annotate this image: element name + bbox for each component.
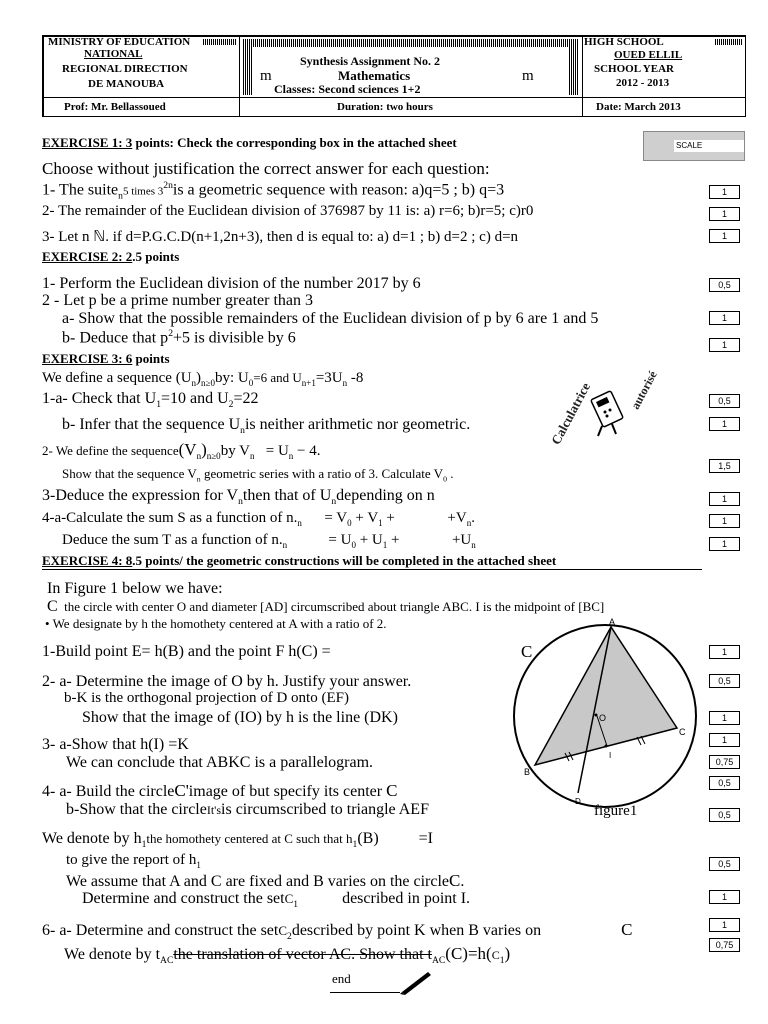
duration: Duration: two hours xyxy=(337,101,433,113)
points-box-e4q1: 1 xyxy=(709,645,740,659)
ex4-q3b: We can conclude that ABKC is a parallelogram. xyxy=(66,754,374,771)
ex4-q6b: We denote by $t_{AC}the$ translation of vector AC. Show that $t_{AC}(C)=h(C_1)$ xyxy=(64,944,511,967)
ex4-q4b: b-Show that the circleIt'sis circumscribed to triangle AEF xyxy=(66,801,429,818)
ex4-title: EXERCISE 4: 8.5 points/ the geometric constructions will be completed in the attached sheet xyxy=(42,553,702,570)
manouba-line: DE MANOUBA xyxy=(88,78,165,90)
classes-title: Classes: Second sciences 1+2 xyxy=(274,82,421,96)
school-name-line: OUED ELLIL xyxy=(614,49,683,61)
header-hatch xyxy=(243,39,579,47)
header-hatch-small-right xyxy=(715,39,743,45)
label-c: C xyxy=(679,727,686,737)
label-b: B xyxy=(524,767,531,777)
ministry-line: MINISTRY OF EDUCATION xyxy=(48,36,191,48)
ex3-q4b: Deduce the sum T as a function of $n._n$ = $U_0 + U_1$ + $+U_n$ xyxy=(62,532,476,550)
ex4-q5b: to give the report of $h_1$ xyxy=(66,852,201,870)
ex4-q5c: We assume that A and C are fixed and B varies on the circleC. xyxy=(66,871,465,890)
ex1-q3: 3- Let n ℕ. if d=P.G.C.D(n+1,2n+3), then d is equal to: a) d=1 ; b) d=2 ; c) d=n xyxy=(42,229,519,245)
points-box-e1q1: 1 xyxy=(709,185,740,199)
end-label: end xyxy=(332,971,351,986)
regional-line: REGIONAL DIRECTION xyxy=(62,63,188,75)
points-box-e2q1: 0,5 xyxy=(709,278,740,292)
assignment-title: Synthesis Assignment No. 2 xyxy=(300,54,441,68)
date: Date: March 2013 xyxy=(596,101,681,113)
ex3-intro: We define a sequence $(U_n)_{n\ge 0}by$: $U_0=6$ and $U_{n+1}=3U_n$ -8 xyxy=(42,370,364,388)
points-box-e4q4b: 0,5 xyxy=(709,808,740,822)
ex4-intro: In Figure 1 below we have: xyxy=(47,580,223,597)
header-hatch-left xyxy=(243,47,253,95)
points-box-e1q2: 1 xyxy=(709,207,740,221)
ex4-q3a: 3- a-Show that h(I) =K xyxy=(42,736,189,753)
points-box-e4q3a: 1 xyxy=(709,733,740,747)
ex2-q1: 1- Perform the Euclidean division of the number 2017 by 6 xyxy=(42,275,421,292)
points-box-e3q3: 1 xyxy=(709,492,740,506)
points-box-e2q2b: 1 xyxy=(709,338,740,352)
scale-label: SCALE xyxy=(674,140,744,152)
header-hatch-right xyxy=(569,47,579,95)
national-line: NATIONAL xyxy=(84,48,143,60)
points-box-e4q3b: 0,75 xyxy=(709,755,740,769)
ex1-title: EXERCISE 1: 3 points: Check the corresponding box in the attached sheet xyxy=(42,135,457,150)
ex3-title: EXERCISE 3: 6 points xyxy=(42,351,170,366)
ex4-q2b2: Show that the image of (IO) by h is the line (DK) xyxy=(82,709,398,726)
points-box-e3q4b: 1 xyxy=(709,537,740,551)
points-box-e3q1b: 1 xyxy=(709,417,740,431)
scale-box xyxy=(643,131,745,161)
year-line: 2012 - 2013 xyxy=(616,77,670,89)
ex4-homothety: • We designate by h the homothety centered at A with a ratio of 2. xyxy=(45,616,387,631)
calculator-icon xyxy=(588,390,632,438)
ex4-q2a: 2- a- Determine the image of O by h. Justify your answer. xyxy=(42,673,412,690)
point-o xyxy=(595,714,598,717)
ex4-q5d: Determine and construct the setC$_1$ described in point I. xyxy=(82,890,471,911)
ex3-q1b: b- Infer that the sequence $U_nis$ neither arithmetic nor geometric. xyxy=(62,416,471,437)
points-box-e4q5b: 0,5 xyxy=(709,857,740,871)
ex2-q2a: a- Show that the possible remainders of the Euclidean division of p by 6 are 1 and 5 xyxy=(62,310,599,327)
points-box-e4q4a: 0,5 xyxy=(709,776,740,790)
ex2-title: EXERCISE 2: 2.5 points xyxy=(42,249,180,264)
calculator-stamp-text: Calculatrice xyxy=(548,380,594,448)
label-o: O xyxy=(599,713,607,723)
points-box-e4q2a: 0,5 xyxy=(709,674,740,688)
ex4-q5: We denote by $h_1the$ homothety centered at C such that $h_1(B)$ =I xyxy=(42,830,433,851)
school-year-line: SCHOOL YEAR xyxy=(594,63,674,75)
figure1-diagram xyxy=(505,615,700,820)
ex3-q1a: 1-a- Check that $U_1=10$ and $U_2=22$ xyxy=(42,390,259,411)
prof-name: Prof: Mr. Bellassoued xyxy=(64,101,166,113)
pen-icon xyxy=(398,968,434,996)
label-d: D xyxy=(575,797,581,806)
ex2-q2: 2 - Let p be a prime number greater than 3 xyxy=(42,292,313,309)
ex3-q3: 3-Deduce the expression for $V_nthen$ that of $U_ndepending$ on n xyxy=(42,487,435,508)
ex4-q6a: 6- a- Determine and construct the setC$_2$described by point K when B varies on C xyxy=(42,920,633,943)
ex1-q2: 2- The remainder of the Euclidean division of 376987 by 11 is: a) r=6; b)r=5; c)r0 xyxy=(42,203,534,219)
figure1-label: figure1 xyxy=(594,803,638,819)
ex3-q2-show: Show that the sequence $V_n$ geometric series with a ratio of 3. Calculate $V_0$ . xyxy=(62,466,454,484)
points-box-e4q6b: 0,75 xyxy=(709,938,740,952)
ex4-circle-def: C the circle with center O and diameter [AD] circumscribed about triangle ABC. I is the midpoint of [BC] xyxy=(47,598,605,615)
label-a: A xyxy=(609,617,616,627)
end-line xyxy=(330,992,400,993)
ex4-q2b: b-K is the orthogonal projection of D onto (EF) xyxy=(64,690,349,706)
points-box-e2q2a: 1 xyxy=(709,311,740,325)
points-box-e4q2b: 1 xyxy=(709,711,740,725)
point-i xyxy=(605,745,608,748)
points-box-e4q6a: 1 xyxy=(709,918,740,932)
authorized-stamp-text: autorisé xyxy=(628,368,660,412)
points-box-e3q2: 1,5 xyxy=(709,459,740,473)
ex4-q4a: 4- a- Build the circleC'image of but specify its center C xyxy=(42,781,398,800)
points-box-e3q4a: 1 xyxy=(709,514,740,528)
circle-c-label: C xyxy=(521,642,533,661)
high-school-line: HIGH SCHOOL xyxy=(584,36,664,48)
points-box-e4q5d: 1 xyxy=(709,890,740,904)
ex4-q1: 1-Build point E= h(B) and the point F h(C) = xyxy=(42,643,331,660)
ex3-q2: 2- We define the $sequence(V_n)_{n\ge 0}by$ $V_n$ = $U_n - 4$. xyxy=(42,440,321,461)
m-right: m xyxy=(522,68,534,84)
label-i: I xyxy=(609,751,612,760)
ex1-intro: Choose without justification the correct answer for each question: xyxy=(42,159,490,178)
header-hatch-small-left xyxy=(203,39,237,45)
points-box-e3q1a: 0,5 xyxy=(709,394,740,408)
points-box-e1q3: 1 xyxy=(709,229,740,243)
m-left: m xyxy=(260,68,272,84)
ex3-q4a: 4-a-Calculate the sum S as a function of $n._n$ = $V_0 + V_1$ + $+V_n$. xyxy=(42,510,475,528)
ex2-q2b: b- Deduce that $p^2+5$ is divisible by 6 xyxy=(62,328,296,347)
ex1-q1: 1- The suite$_n$5 times $3^{2n}is$ a geometric sequence with reason: a)q=5 ; b) q=3 xyxy=(42,180,505,202)
subject-title: Mathematics xyxy=(338,68,411,83)
